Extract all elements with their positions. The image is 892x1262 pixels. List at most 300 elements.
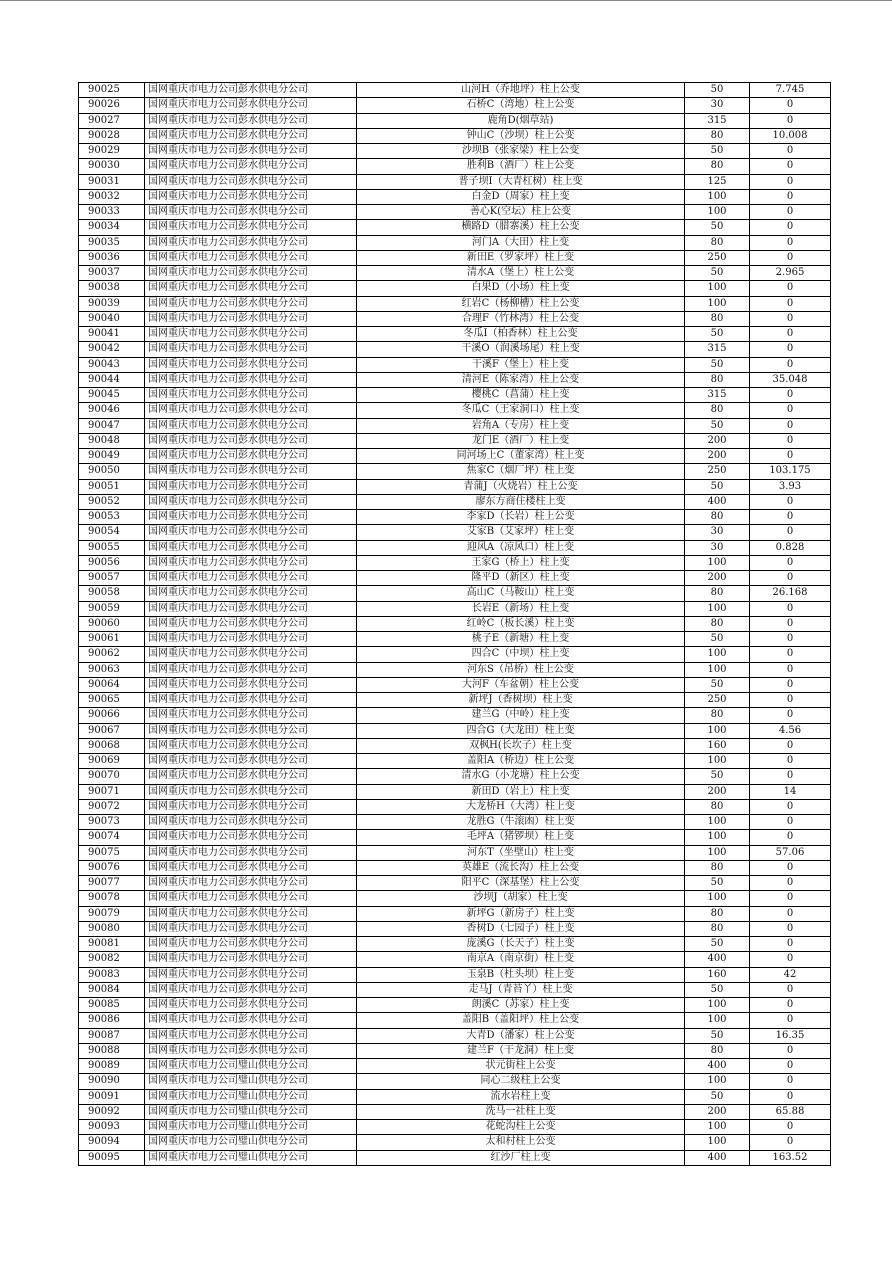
value-cell: 0 bbox=[750, 205, 831, 220]
table-row bbox=[79, 937, 831, 952]
company-cell: 国网重庆市电力公司璧山供电分公司 bbox=[145, 1104, 357, 1119]
value-cell: 0 bbox=[750, 235, 831, 250]
capacity-cell: 250 bbox=[685, 464, 750, 479]
table-row bbox=[79, 205, 831, 220]
transformer-name-cell: 南京A（南京街）柱上变 bbox=[357, 952, 685, 967]
transformer-name-cell: 流水岩柱上变 bbox=[357, 1089, 685, 1104]
table-row bbox=[79, 754, 831, 769]
value-cell: 0 bbox=[750, 418, 831, 433]
table-row bbox=[79, 982, 831, 997]
table-row bbox=[79, 998, 831, 1013]
company-cell: 国网重庆市电力公司彭水供电分公司 bbox=[145, 937, 357, 952]
transformer-name-cell: 龙门E（酒厂）柱上变 bbox=[357, 433, 685, 448]
capacity-cell: 50 bbox=[685, 479, 750, 494]
company-cell: 国网重庆市电力公司彭水供电分公司 bbox=[145, 571, 357, 586]
value-cell: 0 bbox=[750, 159, 831, 174]
table-row bbox=[79, 144, 831, 159]
transformer-name-cell: 高山C（马鞍山）柱上变 bbox=[357, 586, 685, 601]
transformer-name-cell: 新田D（岩上）柱上变 bbox=[357, 784, 685, 799]
value-cell: 0 bbox=[750, 906, 831, 921]
transformer-name-cell: 白金D（周家）柱上变 bbox=[357, 189, 685, 204]
company-cell: 国网重庆市电力公司彭水供电分公司 bbox=[145, 784, 357, 799]
transformer-name-cell: 毛坪A（猪锣坝）柱上变 bbox=[357, 830, 685, 845]
row-id-cell: 90029 bbox=[79, 144, 145, 159]
company-cell: 国网重庆市电力公司彭水供电分公司 bbox=[145, 403, 357, 418]
value-cell: 7.745 bbox=[750, 83, 831, 98]
table-row bbox=[79, 479, 831, 494]
capacity-cell: 80 bbox=[685, 1043, 750, 1058]
row-id-cell: 90061 bbox=[79, 632, 145, 647]
row-id-cell: 90030 bbox=[79, 159, 145, 174]
value-cell: 0 bbox=[750, 860, 831, 875]
company-cell: 国网重庆市电力公司彭水供电分公司 bbox=[145, 754, 357, 769]
company-cell: 国网重庆市电力公司璧山供电分公司 bbox=[145, 1150, 357, 1165]
company-cell: 国网重庆市电力公司彭水供电分公司 bbox=[145, 616, 357, 631]
value-cell: 4.56 bbox=[750, 723, 831, 738]
company-cell: 国网重庆市电力公司彭水供电分公司 bbox=[145, 967, 357, 982]
transformer-name-cell: 善心K(空坛）柱上公变 bbox=[357, 205, 685, 220]
transformer-name-cell: 石桥C（湾地）柱上公变 bbox=[357, 98, 685, 113]
company-cell: 国网重庆市电力公司璧山供电分公司 bbox=[145, 1059, 357, 1074]
row-id-cell: 90091 bbox=[79, 1089, 145, 1104]
company-cell: 国网重庆市电力公司彭水供电分公司 bbox=[145, 296, 357, 311]
row-id-cell: 90059 bbox=[79, 601, 145, 616]
transformer-name-cell: 横路D（腊寨溪）柱上公变 bbox=[357, 220, 685, 235]
company-cell: 国网重庆市电力公司璧山供电分公司 bbox=[145, 1135, 357, 1150]
company-cell: 国网重庆市电力公司彭水供电分公司 bbox=[145, 342, 357, 357]
value-cell: 0 bbox=[750, 1074, 831, 1089]
transformer-name-cell: 白果D（小场）柱上变 bbox=[357, 281, 685, 296]
table-row bbox=[79, 799, 831, 814]
row-id-cell: 90026 bbox=[79, 98, 145, 113]
value-cell: 0 bbox=[750, 1135, 831, 1150]
transformer-name-cell: 清河E（陈家湾）柱上公变 bbox=[357, 372, 685, 387]
company-cell: 国网重庆市电力公司彭水供电分公司 bbox=[145, 494, 357, 509]
table-row bbox=[79, 327, 831, 342]
table-row bbox=[79, 708, 831, 723]
table-row bbox=[79, 540, 831, 555]
transformer-name-cell: 花蛇沟柱上公变 bbox=[357, 1120, 685, 1135]
value-cell: 0 bbox=[750, 693, 831, 708]
value-cell: 26.168 bbox=[750, 586, 831, 601]
value-cell: 0 bbox=[750, 357, 831, 372]
row-id-cell: 90075 bbox=[79, 845, 145, 860]
company-cell: 国网重庆市电力公司彭水供电分公司 bbox=[145, 83, 357, 98]
row-id-cell: 90049 bbox=[79, 449, 145, 464]
value-cell: 0 bbox=[750, 113, 831, 128]
row-id-cell: 90086 bbox=[79, 1013, 145, 1028]
transformer-name-cell: 普子坝I（大青杠树）柱上变 bbox=[357, 174, 685, 189]
row-id-cell: 90093 bbox=[79, 1120, 145, 1135]
table-row bbox=[79, 83, 831, 98]
table-row bbox=[79, 967, 831, 982]
table-row bbox=[79, 159, 831, 174]
transformer-name-cell: 李家D（长岩）柱上公变 bbox=[357, 510, 685, 525]
capacity-cell: 250 bbox=[685, 250, 750, 265]
table-row bbox=[79, 921, 831, 936]
table-row bbox=[79, 693, 831, 708]
table-row bbox=[79, 449, 831, 464]
transformer-name-cell: 鹿角D(烟草站) bbox=[357, 113, 685, 128]
table-row bbox=[79, 952, 831, 967]
company-cell: 国网重庆市电力公司彭水供电分公司 bbox=[145, 586, 357, 601]
company-cell: 国网重庆市电力公司彭水供电分公司 bbox=[145, 510, 357, 525]
row-id-cell: 90078 bbox=[79, 891, 145, 906]
page-top-rule bbox=[0, 0, 892, 1]
value-cell: 0 bbox=[750, 220, 831, 235]
company-cell: 国网重庆市电力公司彭水供电分公司 bbox=[145, 449, 357, 464]
value-cell: 0 bbox=[750, 342, 831, 357]
value-cell: 163.52 bbox=[750, 1150, 831, 1165]
capacity-cell: 30 bbox=[685, 525, 750, 540]
table-row bbox=[79, 555, 831, 570]
row-id-cell: 90073 bbox=[79, 815, 145, 830]
row-id-cell: 90039 bbox=[79, 296, 145, 311]
capacity-cell: 50 bbox=[685, 418, 750, 433]
company-cell: 国网重庆市电力公司彭水供电分公司 bbox=[145, 845, 357, 860]
transformer-name-cell: 冬瓜I（柏香林）柱上公变 bbox=[357, 327, 685, 342]
capacity-cell: 100 bbox=[685, 830, 750, 845]
company-cell: 国网重庆市电力公司彭水供电分公司 bbox=[145, 174, 357, 189]
table-row bbox=[79, 1104, 831, 1119]
table-row bbox=[79, 464, 831, 479]
value-cell: 0 bbox=[750, 1043, 831, 1058]
value-cell: 0 bbox=[750, 982, 831, 997]
row-id-cell: 90036 bbox=[79, 250, 145, 265]
value-cell: 0 bbox=[750, 616, 831, 631]
table-row bbox=[79, 113, 831, 128]
value-cell: 0 bbox=[750, 632, 831, 647]
transformer-name-cell: 四合C（中坝）柱上变 bbox=[357, 647, 685, 662]
transformer-name-cell: 盖阳A（桥边）柱上公变 bbox=[357, 754, 685, 769]
transformer-name-cell: 长岩E（新场）柱上变 bbox=[357, 601, 685, 616]
value-cell: 3.93 bbox=[750, 479, 831, 494]
capacity-cell: 50 bbox=[685, 677, 750, 692]
transformer-name-cell: 山河H（乔地坪）柱上公变 bbox=[357, 83, 685, 98]
value-cell: 65.88 bbox=[750, 1104, 831, 1119]
company-cell: 国网重庆市电力公司彭水供电分公司 bbox=[145, 540, 357, 555]
table-row bbox=[79, 830, 831, 845]
company-cell: 国网重庆市电力公司彭水供电分公司 bbox=[145, 433, 357, 448]
transformer-name-cell: 清水G（小龙塘）柱上公变 bbox=[357, 769, 685, 784]
capacity-cell: 250 bbox=[685, 693, 750, 708]
transformer-name-cell: 走马J（青苔丫）柱上变 bbox=[357, 982, 685, 997]
table-row bbox=[79, 906, 831, 921]
company-cell: 国网重庆市电力公司彭水供电分公司 bbox=[145, 1013, 357, 1028]
capacity-cell: 30 bbox=[685, 540, 750, 555]
company-cell: 国网重庆市电力公司彭水供电分公司 bbox=[145, 266, 357, 281]
value-cell: 103.175 bbox=[750, 464, 831, 479]
capacity-cell: 50 bbox=[685, 83, 750, 98]
transformer-name-cell: 桃子E（新塘）柱上变 bbox=[357, 632, 685, 647]
company-cell: 国网重庆市电力公司彭水供电分公司 bbox=[145, 418, 357, 433]
capacity-cell: 100 bbox=[685, 601, 750, 616]
transformer-name-cell: 焦家C（烟厂坪）柱上变 bbox=[357, 464, 685, 479]
transformer-name-cell: 龙胜G（牛滚凼）柱上变 bbox=[357, 815, 685, 830]
capacity-cell: 125 bbox=[685, 174, 750, 189]
value-cell: 0 bbox=[750, 281, 831, 296]
transformer-name-cell: 胜利B（酒厂）柱上公变 bbox=[357, 159, 685, 174]
value-cell: 0 bbox=[750, 708, 831, 723]
company-cell: 国网重庆市电力公司璧山供电分公司 bbox=[145, 1120, 357, 1135]
value-cell: 0 bbox=[750, 815, 831, 830]
transformer-name-cell: 英雄E（流长沟）柱上公变 bbox=[357, 860, 685, 875]
row-id-cell: 90088 bbox=[79, 1043, 145, 1058]
capacity-cell: 50 bbox=[685, 937, 750, 952]
company-cell: 国网重庆市电力公司彭水供电分公司 bbox=[145, 281, 357, 296]
row-id-cell: 90070 bbox=[79, 769, 145, 784]
transformer-name-cell: 玉泉B（杜头坝）柱上变 bbox=[357, 967, 685, 982]
transformer-name-cell: 洗马一社柱上变 bbox=[357, 1104, 685, 1119]
row-id-cell: 90085 bbox=[79, 998, 145, 1013]
company-cell: 国网重庆市电力公司彭水供电分公司 bbox=[145, 815, 357, 830]
transformer-name-cell: 河东T（坐壁山）柱上变 bbox=[357, 845, 685, 860]
row-id-cell: 90087 bbox=[79, 1028, 145, 1043]
capacity-cell: 50 bbox=[685, 769, 750, 784]
table-row bbox=[79, 342, 831, 357]
table-row bbox=[79, 586, 831, 601]
row-id-cell: 90094 bbox=[79, 1135, 145, 1150]
transformer-name-cell: 王家G（桥上）柱上变 bbox=[357, 555, 685, 570]
company-cell: 国网重庆市电力公司彭水供电分公司 bbox=[145, 555, 357, 570]
value-cell: 0 bbox=[750, 1120, 831, 1135]
company-cell: 国网重庆市电力公司彭水供电分公司 bbox=[145, 98, 357, 113]
value-cell: 14 bbox=[750, 784, 831, 799]
value-cell: 0 bbox=[750, 189, 831, 204]
row-id-cell: 90066 bbox=[79, 708, 145, 723]
row-id-cell: 90047 bbox=[79, 418, 145, 433]
row-id-cell: 90062 bbox=[79, 647, 145, 662]
value-cell: 0 bbox=[750, 754, 831, 769]
capacity-cell: 100 bbox=[685, 281, 750, 296]
company-cell: 国网重庆市电力公司彭水供电分公司 bbox=[145, 601, 357, 616]
company-cell: 国网重庆市电力公司彭水供电分公司 bbox=[145, 1028, 357, 1043]
row-id-cell: 90040 bbox=[79, 311, 145, 326]
value-cell: 57.06 bbox=[750, 845, 831, 860]
capacity-cell: 200 bbox=[685, 784, 750, 799]
row-id-cell: 90065 bbox=[79, 693, 145, 708]
value-cell: 0 bbox=[750, 510, 831, 525]
row-id-cell: 90032 bbox=[79, 189, 145, 204]
row-id-cell: 90057 bbox=[79, 571, 145, 586]
company-cell: 国网重庆市电力公司彭水供电分公司 bbox=[145, 311, 357, 326]
capacity-cell: 400 bbox=[685, 1059, 750, 1074]
capacity-cell: 100 bbox=[685, 555, 750, 570]
transformer-name-cell: 青蒲J（火烧岩）柱上公变 bbox=[357, 479, 685, 494]
capacity-cell: 100 bbox=[685, 723, 750, 738]
table-row bbox=[79, 388, 831, 403]
capacity-cell: 30 bbox=[685, 98, 750, 113]
company-cell: 国网重庆市电力公司璧山供电分公司 bbox=[145, 1089, 357, 1104]
company-cell: 国网重庆市电力公司彭水供电分公司 bbox=[145, 525, 357, 540]
table-row bbox=[79, 860, 831, 875]
value-cell: 0 bbox=[750, 769, 831, 784]
row-id-cell: 90074 bbox=[79, 830, 145, 845]
company-cell: 国网重庆市电力公司彭水供电分公司 bbox=[145, 830, 357, 845]
table-row bbox=[79, 296, 831, 311]
table-row bbox=[79, 372, 831, 387]
capacity-cell: 315 bbox=[685, 113, 750, 128]
value-cell: 0 bbox=[750, 921, 831, 936]
capacity-cell: 100 bbox=[685, 205, 750, 220]
value-cell: 0 bbox=[750, 449, 831, 464]
row-id-cell: 90037 bbox=[79, 266, 145, 281]
value-cell: 0 bbox=[750, 250, 831, 265]
capacity-cell: 400 bbox=[685, 1150, 750, 1165]
value-cell: 0 bbox=[750, 998, 831, 1013]
company-cell: 国网重庆市电力公司彭水供电分公司 bbox=[145, 738, 357, 753]
transformer-name-cell: 红岩C（杨柳槽）柱上公变 bbox=[357, 296, 685, 311]
capacity-cell: 50 bbox=[685, 266, 750, 281]
capacity-cell: 80 bbox=[685, 403, 750, 418]
company-cell: 国网重庆市电力公司彭水供电分公司 bbox=[145, 647, 357, 662]
capacity-cell: 80 bbox=[685, 586, 750, 601]
table-row bbox=[79, 601, 831, 616]
row-id-cell: 90031 bbox=[79, 174, 145, 189]
transformer-name-cell: 大龙桥H（大湾）柱上变 bbox=[357, 799, 685, 814]
transformer-name-cell: 朗溪C（苏家）柱上变 bbox=[357, 998, 685, 1013]
row-id-cell: 90054 bbox=[79, 525, 145, 540]
value-cell: 0 bbox=[750, 952, 831, 967]
table-row bbox=[79, 1013, 831, 1028]
table-row bbox=[79, 845, 831, 860]
table-row bbox=[79, 769, 831, 784]
value-cell: 0 bbox=[750, 388, 831, 403]
value-cell: 0 bbox=[750, 311, 831, 326]
table-row bbox=[79, 418, 831, 433]
value-cell: 0 bbox=[750, 1013, 831, 1028]
table-row bbox=[79, 662, 831, 677]
value-cell: 0 bbox=[750, 876, 831, 891]
company-cell: 国网重庆市电力公司彭水供电分公司 bbox=[145, 159, 357, 174]
row-id-cell: 90082 bbox=[79, 952, 145, 967]
transformer-name-cell: 盖阳B（盖阳坪）柱上公变 bbox=[357, 1013, 685, 1028]
transformer-name-cell: 太和村柱上公变 bbox=[357, 1135, 685, 1150]
value-cell: 0 bbox=[750, 799, 831, 814]
capacity-cell: 200 bbox=[685, 1104, 750, 1119]
transformer-name-cell: 沙坝B（张家梁）柱上公变 bbox=[357, 144, 685, 159]
capacity-cell: 400 bbox=[685, 494, 750, 509]
table-row bbox=[79, 571, 831, 586]
capacity-cell: 100 bbox=[685, 1135, 750, 1150]
row-id-cell: 90069 bbox=[79, 754, 145, 769]
row-id-cell: 90056 bbox=[79, 555, 145, 570]
transformer-name-cell: 合理F（竹林湾）柱上公变 bbox=[357, 311, 685, 326]
table-row bbox=[79, 1074, 831, 1089]
row-id-cell: 90025 bbox=[79, 83, 145, 98]
capacity-cell: 80 bbox=[685, 708, 750, 723]
company-cell: 国网重庆市电力公司彭水供电分公司 bbox=[145, 952, 357, 967]
capacity-cell: 80 bbox=[685, 510, 750, 525]
company-cell: 国网重庆市电力公司彭水供电分公司 bbox=[145, 876, 357, 891]
row-id-cell: 90042 bbox=[79, 342, 145, 357]
value-cell: 0 bbox=[750, 1059, 831, 1074]
transformer-name-cell: 隆平D（新区）柱上变 bbox=[357, 571, 685, 586]
company-cell: 国网重庆市电力公司彭水供电分公司 bbox=[145, 769, 357, 784]
value-cell: 0 bbox=[750, 144, 831, 159]
capacity-cell: 315 bbox=[685, 342, 750, 357]
value-cell: 0 bbox=[750, 403, 831, 418]
capacity-cell: 80 bbox=[685, 372, 750, 387]
transformer-name-cell: 同心二级柱上公变 bbox=[357, 1074, 685, 1089]
table-row bbox=[79, 632, 831, 647]
transformer-name-cell: 双枫H(长坎子）柱上变 bbox=[357, 738, 685, 753]
transformer-table bbox=[78, 82, 831, 1166]
row-id-cell: 90055 bbox=[79, 540, 145, 555]
table-row bbox=[79, 677, 831, 692]
transformer-name-cell: 干溪F（堡上）柱上变 bbox=[357, 357, 685, 372]
row-id-cell: 90045 bbox=[79, 388, 145, 403]
capacity-cell: 80 bbox=[685, 235, 750, 250]
row-id-cell: 90089 bbox=[79, 1059, 145, 1074]
company-cell: 国网重庆市电力公司彭水供电分公司 bbox=[145, 113, 357, 128]
transformer-name-cell: 新田E（罗家坪）柱上变 bbox=[357, 250, 685, 265]
capacity-cell: 50 bbox=[685, 327, 750, 342]
transformer-name-cell: 钟山C（沙坝）柱上公变 bbox=[357, 128, 685, 143]
row-id-cell: 90067 bbox=[79, 723, 145, 738]
transformer-name-cell: 岩角A（专房）柱上变 bbox=[357, 418, 685, 433]
company-cell: 国网重庆市电力公司彭水供电分公司 bbox=[145, 357, 357, 372]
transformer-name-cell: 状元街柱上公变 bbox=[357, 1059, 685, 1074]
row-id-cell: 90060 bbox=[79, 616, 145, 631]
company-cell: 国网重庆市电力公司彭水供电分公司 bbox=[145, 235, 357, 250]
capacity-cell: 100 bbox=[685, 296, 750, 311]
transformer-name-cell: 干溪O（润溪场尾）柱上变 bbox=[357, 342, 685, 357]
value-cell: 0 bbox=[750, 937, 831, 952]
transformer-name-cell: 四合G（大龙田）柱上变 bbox=[357, 723, 685, 738]
table-row bbox=[79, 494, 831, 509]
company-cell: 国网重庆市电力公司彭水供电分公司 bbox=[145, 220, 357, 235]
capacity-cell: 50 bbox=[685, 1028, 750, 1043]
transformer-name-cell: 红岭C（板长溪）柱上变 bbox=[357, 616, 685, 631]
value-cell: 0 bbox=[750, 601, 831, 616]
row-id-cell: 90090 bbox=[79, 1074, 145, 1089]
transformer-name-cell: 新坪J（香树坝）柱上变 bbox=[357, 693, 685, 708]
table-row bbox=[79, 174, 831, 189]
table-row bbox=[79, 815, 831, 830]
value-cell: 0 bbox=[750, 1089, 831, 1104]
row-id-cell: 90048 bbox=[79, 433, 145, 448]
value-cell: 0 bbox=[750, 296, 831, 311]
capacity-cell: 50 bbox=[685, 1089, 750, 1104]
capacity-cell: 50 bbox=[685, 357, 750, 372]
table-row bbox=[79, 357, 831, 372]
capacity-cell: 80 bbox=[685, 906, 750, 921]
row-id-cell: 90044 bbox=[79, 372, 145, 387]
row-id-cell: 90077 bbox=[79, 876, 145, 891]
value-cell: 0 bbox=[750, 830, 831, 845]
transformer-name-cell: 迎风A（凉风口）柱上变 bbox=[357, 540, 685, 555]
company-cell: 国网重庆市电力公司彭水供电分公司 bbox=[145, 327, 357, 342]
capacity-cell: 400 bbox=[685, 952, 750, 967]
value-cell: 0 bbox=[750, 891, 831, 906]
row-id-cell: 90050 bbox=[79, 464, 145, 479]
transformer-name-cell: 樱桃C（菖蒲）柱上变 bbox=[357, 388, 685, 403]
value-cell: 0 bbox=[750, 525, 831, 540]
company-cell: 国网重庆市电力公司彭水供电分公司 bbox=[145, 982, 357, 997]
row-id-cell: 90046 bbox=[79, 403, 145, 418]
value-cell: 0 bbox=[750, 647, 831, 662]
value-cell: 0 bbox=[750, 555, 831, 570]
value-cell: 10.008 bbox=[750, 128, 831, 143]
company-cell: 国网重庆市电力公司彭水供电分公司 bbox=[145, 799, 357, 814]
row-id-cell: 90038 bbox=[79, 281, 145, 296]
capacity-cell: 80 bbox=[685, 860, 750, 875]
company-cell: 国网重庆市电力公司彭水供电分公司 bbox=[145, 708, 357, 723]
row-id-cell: 90035 bbox=[79, 235, 145, 250]
company-cell: 国网重庆市电力公司彭水供电分公司 bbox=[145, 860, 357, 875]
capacity-cell: 160 bbox=[685, 738, 750, 753]
